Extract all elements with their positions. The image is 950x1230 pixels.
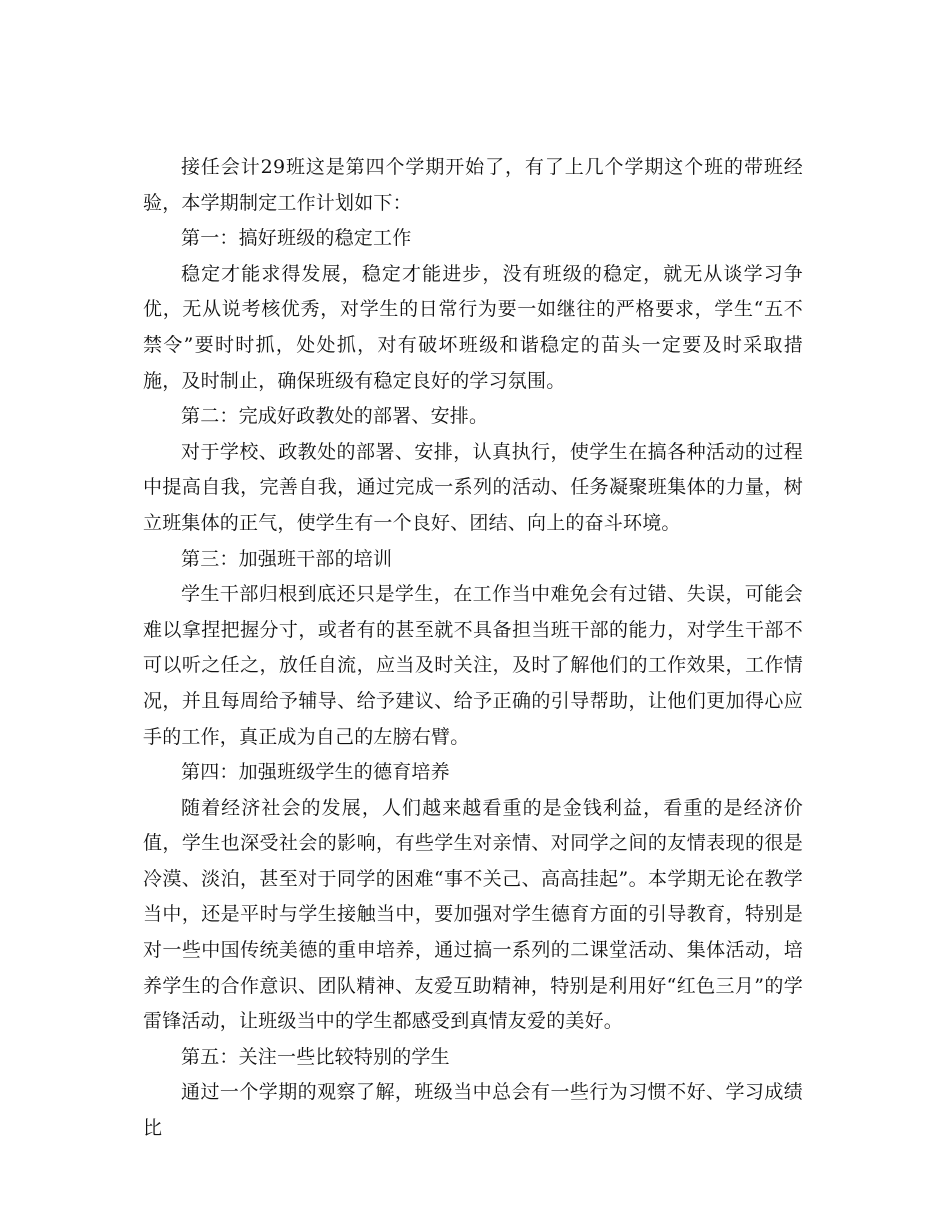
section-body-5: 通过一个学期的观察了解，班级当中总会有一些行为习惯不好、学习成绩比	[143, 1081, 803, 1140]
section-body-4: 随着经济社会的发展，人们越来越看重的是金钱利益，看重的是经济价值，学生也深受社会的影响，有些学生对亲情、对同学之间的友情表现的很是冷漠、淡泊，甚至对于同学的困难“事不关己、高高挂起”。本学期无论在教学当中，还是平时与学生接触当中，要加强对学生德育方面的引导教育，特别是对一些中国传统美德的重申培养，通过搞一系列的二课堂活动、集体活动，培养学生的合作意识、团队精神、友爱互助精神，特别是利用好“红色三月”的学雷锋活动，让班级当中的学生都感受到真情友爱的美好。	[143, 796, 803, 1033]
section-heading-2: 第二：完成好政教处的部署、安排。	[181, 405, 489, 428]
document-body	[143, 150, 803, 1147]
section-body-1: 稳定才能求得发展，稳定才能进步，没有班级的稳定，就无从谈学习争优，无从说考核优秀，对学生的日常行为要一如继往的严格要求，学生“五不禁令”要时时抓，处处抓，对有破坏班级和谐稳定的苗头一定要及时采取措施，及时制止，确保班级有稳定良好的学习氛围。	[143, 262, 803, 392]
intro-paragraph: 接任会计29班这是第四个学期开始了，有了上几个学期这个班的带班经验，本学期制定工作计划如下：	[143, 156, 803, 214]
section-heading-3: 第三：加强班干部的培训	[181, 547, 393, 570]
section-heading-5: 第五：关注一些比较特别的学生	[181, 1045, 450, 1068]
section-heading-4: 第四：加强班级学生的德育培养	[181, 761, 450, 784]
section-body-3: 学生干部归根到底还只是学生，在工作当中难免会有过错、失误，可能会难以拿捏把握分寸，或者有的甚至就不具备担当班干部的能力，对学生干部不可以听之任之，放任自流，应当及时关注，及时了解他们的工作效果，工作情况，并且每周给予辅导、给予建议、给予正确的引导帮助，让他们更加得心应手的工作，真正成为自己的左膀右臂。	[143, 583, 803, 748]
section-heading-1: 第一：搞好班级的稳定工作	[181, 227, 412, 250]
section-body-2: 对于学校、政教处的部署、安排，认真执行，使学生在搞各种活动的过程中提高自我，完善自我，通过完成一系列的活动、任务凝聚班集体的力量，树立班集体的正气，使学生有一个良好、团结、向上的奋斗环境。	[143, 440, 803, 534]
